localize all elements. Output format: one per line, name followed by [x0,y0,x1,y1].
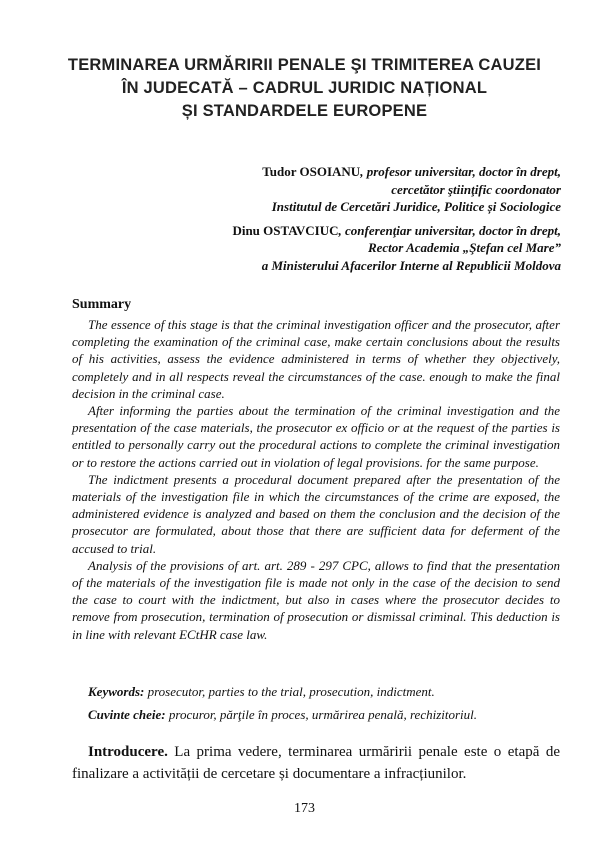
authors-block [61,163,561,280]
title-line-3: ȘI STANDARDELE EUROPENE [181,102,428,120]
summary-body [72,316,560,643]
author-2-affiliation: a Ministerului Afacerilor Interne al Republicii Moldova [261,257,561,273]
summary-paragraph-1: The essence of this stage is that the criminal investigation officer and the prosecutor, after completing the examination of the criminal case, make certain conclusions about the results of his activities, assess the evidence administered in terms of whether they objectively, completely and in all respects reveal the circumstances of the case. enough to make the final decision in the criminal case. [72,317,560,401]
summary-paragraph-2: After informing the parties about the termination of the criminal investigation and the presentation of the case materials, the prosecutor ex officio or at the request of the parties is entitled to personally carry out the procedural actions to complete the criminal investigation or to restore the actions carried out in violation of legal provisions. for the same purpose. [72,403,560,470]
author-2-name: Dinu OSTAVCIUC [232,222,339,238]
keywords-ro [72,706,560,723]
keywords-en-label: Keywords: [88,684,145,699]
intro-label: Introducere. [88,744,168,760]
keywords-ro-label: Cuvinte cheie: [88,707,166,722]
summary-paragraph-4: Analysis of the provisions of art. art. 289 - 297 CPC, allows to find that the presentation of the materials of the investigation file is made not only in the case of the decision to send the case to court with the indictment, but also in cases where the prosecutor decides to remove from prosecution, termination of prosecution or dismissal criminal. This deduction is in line with relevant ECtHR case law. [72,557,560,642]
intro-text: La prima vedere, terminarea urmăririi penale este o etapă de finalizare a activității de cercetare și documentare a infracțiunilor. [72,744,560,782]
keywords-en-text: prosecutor, parties to the trial, prosecution, indictment. [144,684,435,699]
paper-title [40,54,569,123]
author-1-name: Tudor OSOIANU [262,164,361,179]
author-1-title: , profesor universitar, doctor în drept, [360,164,561,179]
keywords-en [72,683,560,700]
title-line-2: ÎN JUDECATĂ – CADRUL JURIDIC NAȚIONAL [121,79,488,97]
introduction-paragraph [72,741,560,785]
author-2-role: Rector Academia „Ştefan cel Mare” [367,240,561,255]
page-number: 173 [294,801,315,816]
author-2 [61,222,561,275]
author-1-affiliation: Institutul de Cercetări Juridice, Politice și Sociologice [271,199,561,214]
title-line-1: TERMINAREA URMĂRIRII PENALE ŞI TRIMITEREA CAUZEI [67,56,542,74]
author-1-role: cercetător ştiinţific coordonator [391,181,561,197]
summary-paragraph-3: The indictment presents a procedural document prepared after the presentation of the materials of the investigation file in which the circumstances of the crime are exposed, the administered evidence is analyzed and based on them the conclusion and the decision of the prosecutor are formulated, about those that there are sufficient data for deferment of the accused to trial. [72,471,560,556]
author-1 [61,163,561,216]
summary-heading: Summary [72,297,132,312]
keywords-ro-text: procuror, părţile în proces, urmărirea penală, rechizitoriul. [165,707,478,722]
author-2-title: , conferenţiar universitar, doctor în drept, [338,222,561,238]
